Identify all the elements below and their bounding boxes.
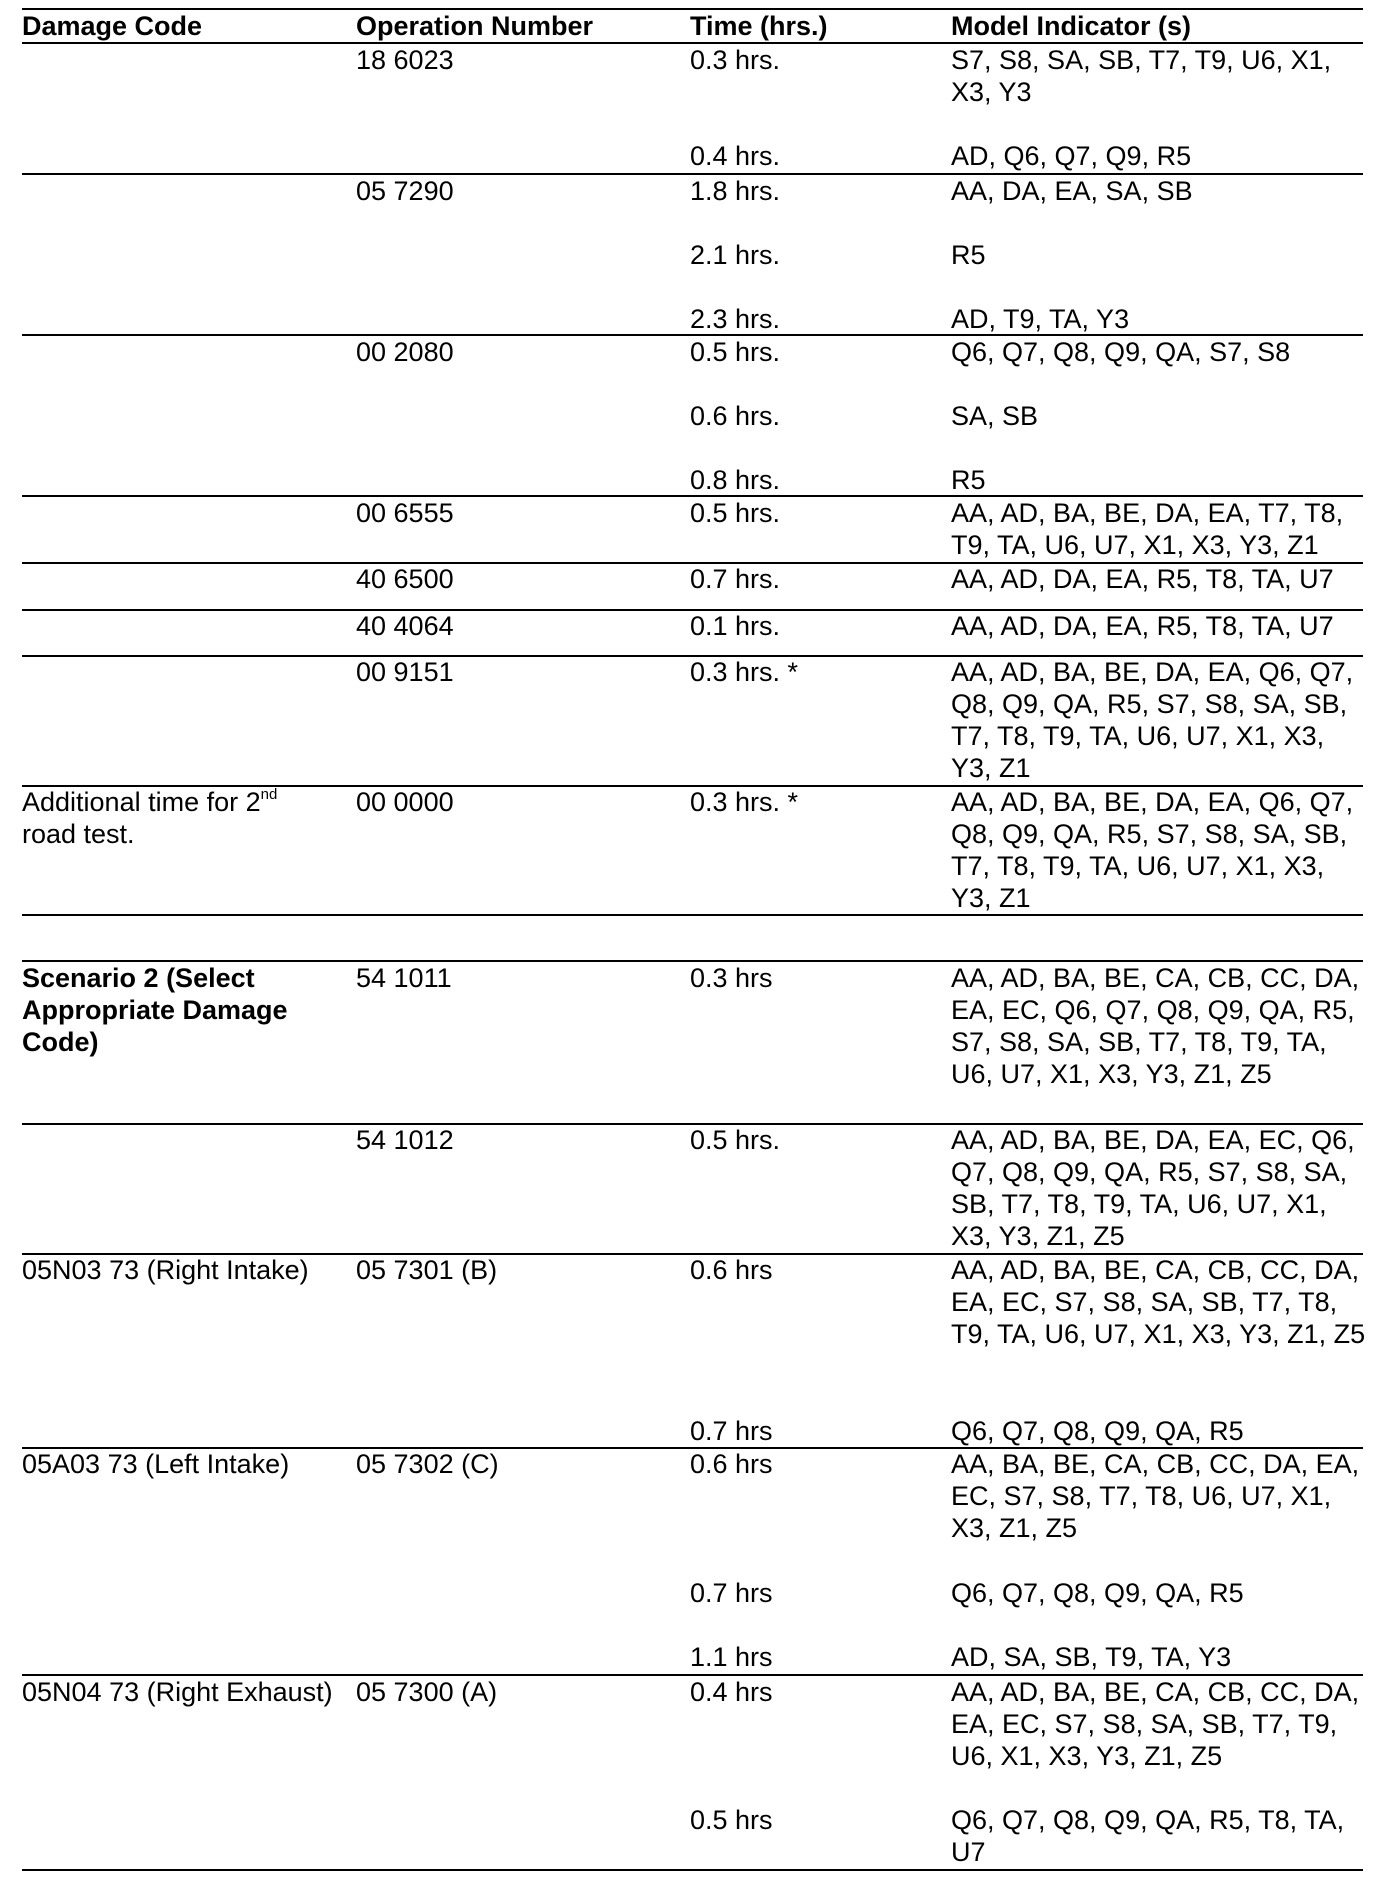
operation-number: 05 7302 (C)	[356, 1449, 499, 1479]
header-time: Time (hrs.)	[690, 11, 828, 41]
time-value: 0.3 hrs. *	[690, 787, 799, 817]
time-value: 0.3 hrs.	[690, 45, 781, 75]
time-value: 0.5 hrs.	[690, 1125, 781, 1155]
time-value: 1.8 hrs.	[690, 176, 781, 206]
model-indicators: SA, SB	[951, 401, 1039, 431]
operation-number: 00 6555	[356, 498, 454, 528]
rule	[22, 914, 1363, 916]
model-indicators: R5	[951, 465, 986, 495]
model-indicators: Q6, Q7, Q8, Q9, QA, S7, S8	[951, 337, 1291, 367]
damage-code: 05N04 73 (Right Exhaust)	[22, 1677, 333, 1707]
model-indicators: S7, S8, SA, SB, T7, T9, U6, X1, X3, Y3	[951, 45, 1332, 107]
damage-code-text: Additional time for 2	[22, 787, 261, 817]
damage-code: 05N03 73 (Right Intake)	[22, 1255, 309, 1285]
time-value: 0.6 hrs	[690, 1255, 773, 1285]
time-value: 0.7 hrs	[690, 1578, 773, 1608]
time-value: 0.3 hrs. *	[690, 657, 799, 687]
model-indicators: AA, AD, DA, EA, R5, T8, TA, U7	[951, 611, 1334, 641]
operation-number: 05 7301 (B)	[356, 1255, 498, 1285]
model-indicators: AA, AD, BA, BE, DA, EA, T7, T8, T9, TA, U6, U7, X1, X3, Y3, Z1	[951, 498, 1344, 560]
time-value: 0.5 hrs.	[690, 337, 781, 367]
damage-code	[22, 786, 277, 850]
operation-number: 40 4064	[356, 611, 454, 641]
model-indicators: AA, AD, BA, BE, CA, CB, CC, DA, EA, EC, Q6, Q7, Q8, Q9, QA, R5, S7, S8, SA, SB, T7, T8, T9, TA, U6, U7, X1, X3, Y3, Z1, Z5	[951, 963, 1360, 1089]
model-indicators: AA, AD, BA, BE, CA, CB, CC, DA, EA, EC, S7, S8, SA, SB, T7, T8, T9, TA, U6, U7, X1, X3, Y3, Z1, Z5	[951, 1255, 1366, 1349]
time-value: 0.7 hrs	[690, 1416, 773, 1446]
operation-number: 00 9151	[356, 657, 454, 687]
scenario-label: Scenario 2 (Select Appropriate Damage Code)	[22, 963, 288, 1057]
time-value: 0.5 hrs.	[690, 498, 781, 528]
model-indicators: AD, Q6, Q7, Q9, R5	[951, 141, 1192, 171]
model-indicators: AA, AD, DA, EA, R5, T8, TA, U7	[951, 564, 1334, 594]
time-value: 2.1 hrs.	[690, 240, 781, 270]
model-indicators: AD, SA, SB, T9, TA, Y3	[951, 1642, 1232, 1672]
time-value: 1.1 hrs	[690, 1642, 773, 1672]
model-indicators: AA, AD, BA, BE, DA, EA, Q6, Q7, Q8, Q9, QA, R5, S7, S8, SA, SB, T7, T8, T9, TA, U6, U7, X1, X3, Y3, Z1	[951, 787, 1354, 913]
model-indicators: Q6, Q7, Q8, Q9, QA, R5	[951, 1416, 1244, 1446]
model-indicators: AA, AD, BA, BE, CA, CB, CC, DA, EA, EC, S7, S8, SA, SB, T7, T9, U6, X1, X3, Y3, Z1, Z5	[951, 1677, 1360, 1771]
rule-top	[22, 8, 1363, 10]
model-indicators: AA, AD, BA, BE, DA, EA, Q6, Q7, Q8, Q9, QA, R5, S7, S8, SA, SB, T7, T8, T9, TA, U6, U7, X1, X3, Y3, Z1	[951, 657, 1354, 783]
operation-number: 54 1012	[356, 1125, 454, 1155]
operation-number: 00 2080	[356, 337, 454, 367]
model-indicators: R5	[951, 240, 986, 270]
model-indicators: AA, BA, BE, CA, CB, CC, DA, EA, EC, S7, S8, T7, T8, U6, U7, X1, X3, Z1, Z5	[951, 1449, 1360, 1543]
operation-number: 00 0000	[356, 787, 454, 817]
model-indicators: AA, DA, EA, SA, SB	[951, 176, 1193, 206]
operation-number: 05 7290	[356, 176, 454, 206]
time-value: 0.3 hrs	[690, 963, 773, 993]
damage-code-text-line2: road test.	[22, 819, 135, 849]
time-value: 0.8 hrs.	[690, 465, 781, 495]
time-value: 0.4 hrs.	[690, 141, 781, 171]
header-damage-code: Damage Code	[22, 11, 203, 41]
damage-code: 05A03 73 (Left Intake)	[22, 1449, 290, 1479]
time-value: 0.4 hrs	[690, 1677, 773, 1707]
model-indicators: Q6, Q7, Q8, Q9, QA, R5, T8, TA, U7	[951, 1805, 1345, 1867]
operation-number: 54 1011	[356, 963, 452, 993]
operation-number: 18 6023	[356, 45, 454, 75]
operation-number: 40 6500	[356, 564, 454, 594]
ordinal-suffix: nd	[260, 786, 278, 803]
time-value: 0.1 hrs.	[690, 611, 781, 641]
model-indicators: Q6, Q7, Q8, Q9, QA, R5	[951, 1578, 1244, 1608]
header-operation-number: Operation Number	[356, 11, 594, 41]
operation-number: 05 7300 (A)	[356, 1677, 498, 1707]
header-model-indicator: Model Indicator (s)	[951, 11, 1192, 41]
model-indicators: AD, T9, TA, Y3	[951, 304, 1130, 334]
time-value: 0.6 hrs	[690, 1449, 773, 1479]
time-value: 0.7 hrs.	[690, 564, 781, 594]
time-value: 2.3 hrs.	[690, 304, 781, 334]
time-value: 0.6 hrs.	[690, 401, 781, 431]
model-indicators: AA, AD, BA, BE, DA, EA, EC, Q6, Q7, Q8, Q9, QA, R5, S7, S8, SA, SB, T7, T8, T9, TA, U6, U7, X1, X3, Y3, Z1, Z5	[951, 1125, 1355, 1251]
rule-bottom	[22, 1869, 1363, 1871]
time-value: 0.5 hrs	[690, 1805, 773, 1835]
